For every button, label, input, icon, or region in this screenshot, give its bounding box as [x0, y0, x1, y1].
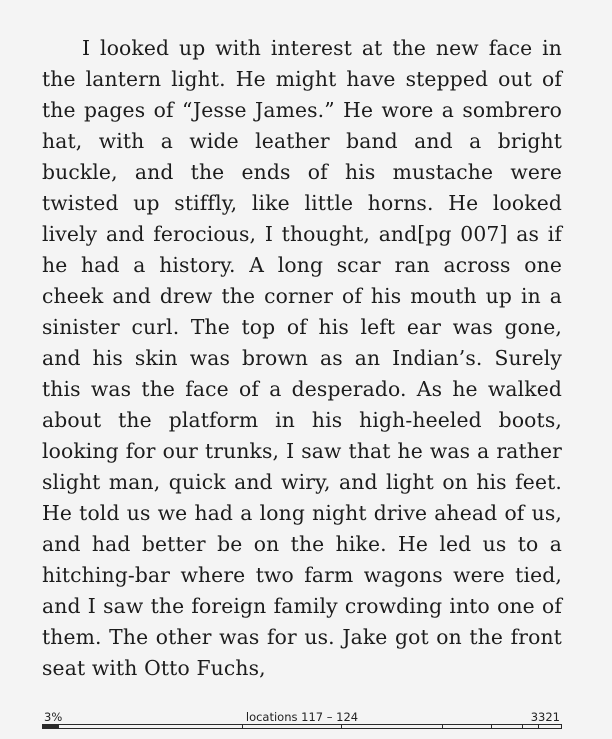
chapter-mark — [538, 724, 539, 729]
reader-page[interactable] — [42, 33, 562, 684]
chapter-mark — [491, 724, 492, 729]
progress-bar[interactable] — [42, 724, 562, 729]
book-paragraph: I looked up with interest at the new face in the lantern light. He might have stepped out of the pages of “Jesse James.” He wore a sombrero hat, with a wide leather band and a bright buckle, and the ends of his mustache were twisted up stiffly, like little horns. He looked lively and ferocious, I thought, and[pg 007] as if he had a history. A long scar ran across one cheek and drew the corner of his mouth up in a sinister curl. The top of his left ear was gone, and his skin was brown as an Indian’s. Surely this was the face of a desperado. As he walked about the platform in his high-heeled boots, looking for our trunks, I saw that he was a rather slight man, quick and wiry, and light on his feet. He told us we had a long night drive ahead of us, and had better be on the hike. He led us to a hitching-bar where two farm wagons were tied, and I saw the foreign family crowding into one of them. The other was for us. Jake got on the front seat with Otto Fuchs, — [42, 36, 562, 680]
chapter-mark — [341, 724, 342, 729]
location-range: locations 117 – 124 — [245, 710, 359, 724]
reader-footer — [42, 708, 562, 732]
chapter-mark — [48, 724, 49, 729]
chapter-mark — [522, 724, 523, 729]
chapter-mark — [442, 724, 443, 729]
progress-bar-fill — [43, 725, 59, 728]
progress-percent: 3% — [44, 710, 63, 724]
total-locations: 3321 — [530, 710, 560, 724]
chapter-mark — [242, 724, 243, 729]
